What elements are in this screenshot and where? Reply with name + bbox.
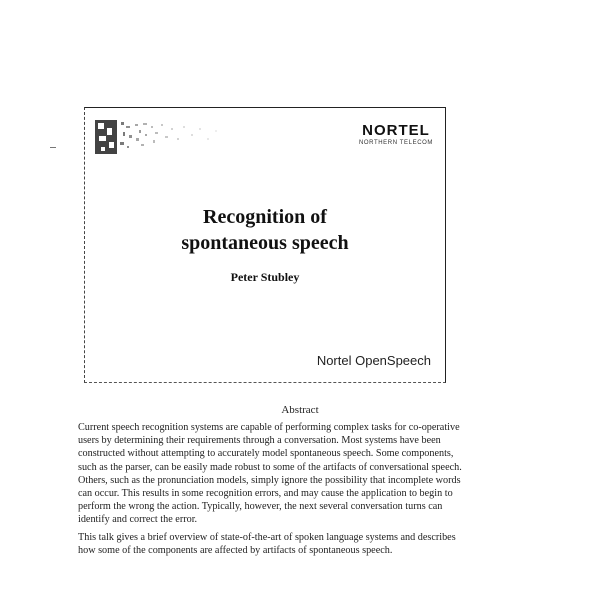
slide-title-line1: Recognition of (203, 206, 327, 228)
slide-author: Peter Stubley (230, 270, 300, 284)
nortel-logo (359, 122, 433, 146)
abstract-body (78, 421, 470, 561)
slide-title-line2: spontaneous speech (181, 232, 349, 254)
brand-tagline: NORTHERN TELECOM (358, 140, 433, 146)
abstract-heading: Abstract (281, 404, 319, 416)
halftone-photo-image (95, 120, 225, 162)
margin-mark (50, 147, 56, 148)
brand-name: NORTEL (362, 122, 430, 139)
abstract-paragraph-1: Current speech recognition systems are capable of performing complex tasks for co-operative users by determining their requirements through a conversation. Most systems have been constructed without attempting to accurately model spontaneous speech. Some components, such as the parser, can be easily made robust to some of the artifacts of conversational speech. Others, such as the pronunciation models, simply ignore the possibility that incomplete words can occur. This results in some recognition errors, and may cause the application to begin to perform the wrong the action. Typically, however, the next several conversation turns can identify and correct the error. (78, 422, 462, 526)
product-name: Nortel OpenSpeech (316, 353, 431, 368)
abstract-paragraph-2: This talk gives a brief overview of state-of-the-art of spoken language systems and describes how some of the components are affected by artifacts of spontaneous speech. (78, 531, 456, 556)
slide-title (85, 204, 445, 256)
title-slide (84, 107, 446, 383)
